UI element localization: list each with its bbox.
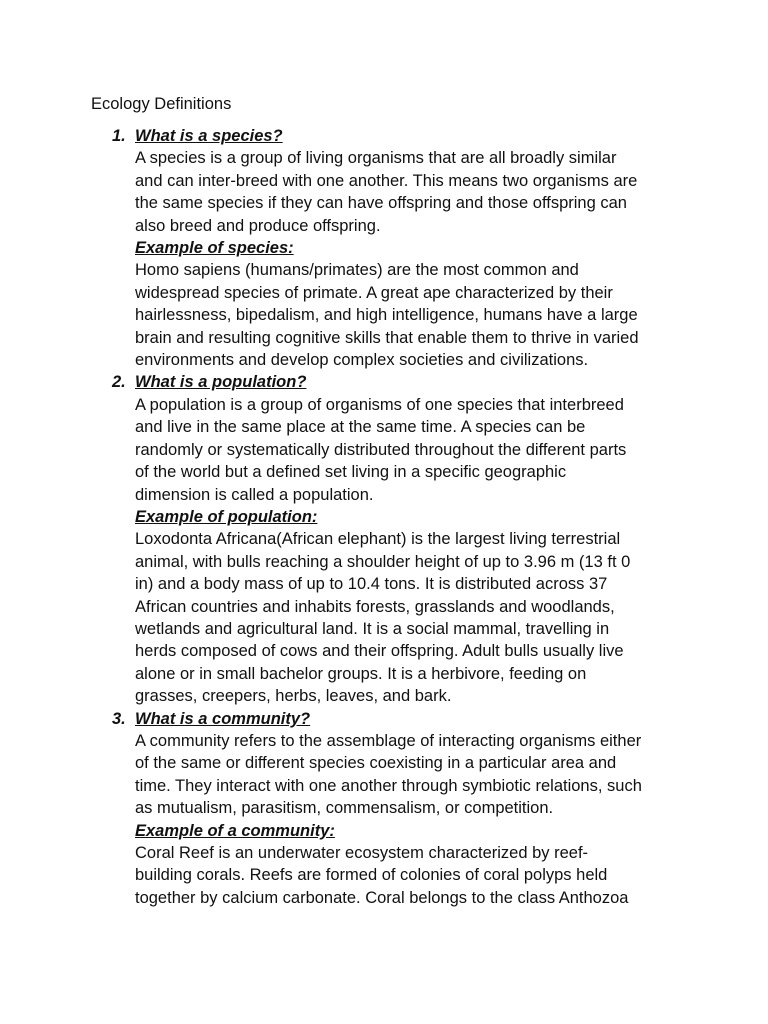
example-line: grasses, creepers, herbs, leaves, and bark. (135, 687, 452, 706)
example-line: in) and a body mass of up to 10.4 tons. It is distributed across 37 (135, 575, 608, 594)
example-line: herds composed of cows and their offspring. Adult bulls usually live (135, 642, 624, 661)
example-line: Homo sapiens (humans/primates) are the most common and (135, 261, 579, 280)
example-line: building corals. Reefs are formed of colonies of coral polyps held (135, 866, 608, 885)
question-heading: What is a species? (135, 127, 283, 145)
answer-line: of the same or different species coexisting in a particular area and (135, 754, 617, 773)
definitions-list (0, 125, 768, 909)
example-line: environments and develop complex societies and civilizations. (135, 351, 589, 370)
answer-line: A community refers to the assemblage of interacting organisms either (135, 731, 642, 750)
example-heading: Example of population: (135, 507, 318, 526)
answer-line: also breed and produce offspring. (135, 216, 381, 235)
example-line: animal, with bulls reaching a shoulder height of up to 3.96 m (13 ft 0 (135, 552, 631, 571)
item-body (135, 125, 695, 371)
example-line: Loxodonta Africana(African elephant) is the largest living terrestrial (135, 530, 621, 549)
question-heading: What is a population? (135, 373, 307, 392)
example-line: hairlessness, bipedalism, and high intelligence, humans have a large (135, 306, 638, 325)
example-heading: Example of species: (135, 239, 294, 258)
answer-line: A population is a group of organisms of one species that interbreed (135, 395, 624, 414)
definition-item-population (0, 371, 768, 707)
answer-line: A species is a group of living organisms that are all broadly similar (135, 149, 617, 168)
answer-line: time. They interact with one another through symbiotic relations, such (135, 776, 642, 795)
answer-line: as mutualism, parasitism, commensalism, or competition. (135, 799, 554, 818)
document-title: Ecology Definitions (91, 95, 232, 113)
example-line: wetlands and agricultural land. It is a social mammal, travelling in (135, 619, 610, 638)
example-line: together by calcium carbonate. Coral belongs to the class Anthozoa (135, 888, 629, 907)
question-heading: What is a community? (135, 709, 311, 728)
item-body (135, 371, 695, 707)
answer-line: and can inter-breed with one another. This means two organisms are (135, 171, 638, 190)
example-line: African countries and inhabits forests, grasslands and woodlands, (135, 597, 615, 616)
example-line: brain and resulting cognitive skills that enable them to thrive in varied (135, 328, 639, 347)
example-line: alone or in small bachelor groups. It is a herbivore, feeding on (135, 664, 587, 683)
example-line: Coral Reef is an underwater ecosystem characterized by reef- (135, 844, 589, 862)
item-number: 2. (112, 373, 126, 392)
definition-item-species (0, 125, 768, 371)
item-number: 1. (112, 127, 126, 145)
example-line: widespread species of primate. A great ape characterized by their (135, 283, 613, 302)
answer-line: of the world but a defined set living in a specific geographic (135, 463, 567, 482)
item-number: 3. (112, 709, 126, 728)
answer-line: the same species if they can have offspring and those offspring can (135, 194, 627, 213)
example-heading: Example of a community: (135, 821, 335, 840)
item-body (135, 708, 695, 910)
definition-item-community (0, 708, 768, 910)
answer-line: randomly or systematically distributed throughout the different parts (135, 440, 627, 459)
answer-line: and live in the same place at the same time. A species can be (135, 418, 586, 437)
answer-line: dimension is called a population. (135, 485, 374, 504)
